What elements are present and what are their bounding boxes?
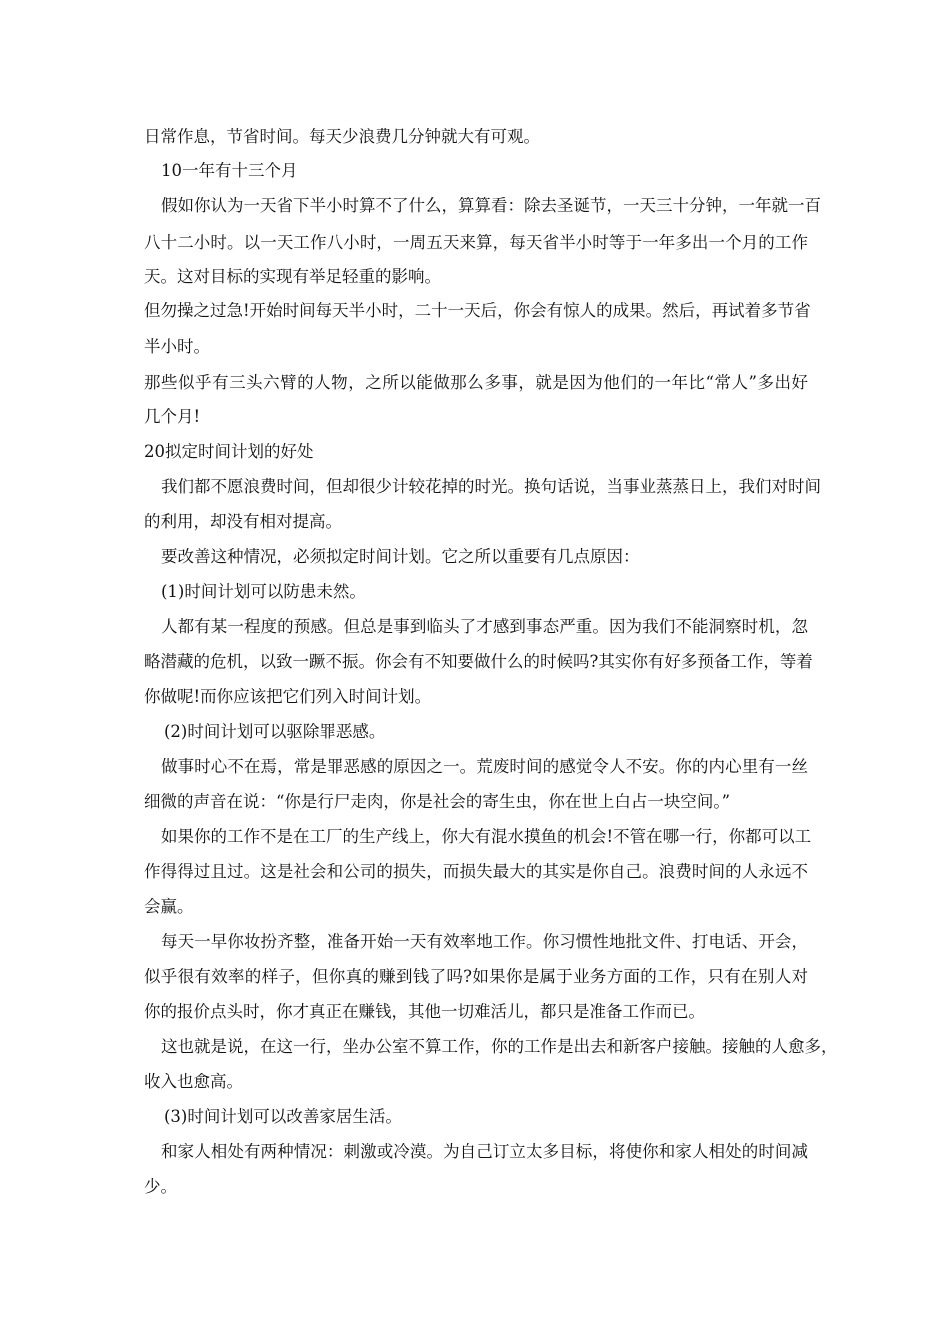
text-line: 作得得过且过。这是社会和公司的损失，而损失最大的其实是你自己。浪费时间的人永远不 [144,862,808,881]
text-line: 收入也愈高。 [144,1072,243,1091]
list-heading: (3)时间计划可以改善家居生活。 [164,1107,402,1126]
text-line: 要改善这种情况，必须拟定时间计划。它之所以重要有几点原因： [161,547,640,566]
text-line: 日常作息，节省时间。每天少浪费几分钟就大有可观。 [144,127,540,146]
text-line: 几个月! [144,407,201,426]
text-line: 如果你的工作不是在工厂的生产线上，你大有混水摸鱼的机会!不管在哪一行，你都可以工 [161,827,812,846]
text-line: 你做呢!而你应该把它们列入时间计划。 [144,687,432,706]
text-line: 细微的声音在说：“你是行尸走肉，你是社会的寄生虫，你在世上白占一块空间。” [144,792,731,811]
list-heading: (2)时间计划可以驱除罪恶感。 [164,722,386,741]
text-line: 天。这对目标的实现有举足轻重的影响。 [144,267,441,286]
section-heading: 10一年有十三个月 [161,161,298,180]
text-line: 但勿操之过急!开始时间每天半小时，二十一天后，你会有惊人的成果。然后，再试着多节省 [144,301,811,320]
text-line: 我们都不愿浪费时间，但却很少计较花掉的时光。换句话说，当事业蒸蒸日上，我们对时间 [161,477,821,496]
text-line: 会赢。 [144,897,194,916]
text-line: 每天一早你妆扮齐整，准备开始一天有效率地工作。你习惯性地批文件、打电话、开会， [161,932,808,951]
text-line: 少。 [144,1177,177,1196]
text-line: 和家人相处有两种情况：刺激或冷漠。为自己订立太多目标，将使你和家人相处的时间减 [161,1142,808,1161]
text-line: 的利用，却没有相对提高。 [144,512,342,531]
text-line: 半小时。 [144,337,210,356]
text-line: 八十二小时。以一天工作八小时，一周五天来算，每天省半小时等于一年多出一个月的工作 [144,233,808,252]
text-line: 做事时心不在焉，常是罪恶感的原因之一。荒废时间的感觉令人不安。你的内心里有一丝 [161,757,808,776]
list-heading: (1)时间计划可以防患未然。 [161,582,366,601]
section-heading: 20拟定时间计划的好处 [144,442,314,461]
text-line: 这也就是说，在这一行，坐办公室不算工作，你的工作是出去和新客户接触。接触的人愈多， [161,1037,838,1056]
text-line: 似乎很有效率的样子，但你真的赚到钱了吗?如果你是属于业务方面的工作，只有在别人对 [144,967,808,986]
text-line: 那些似乎有三头六臂的人物，之所以能做那么多事，就是因为他们的一年比“常人”多出好 [144,373,808,392]
text-line: 略潜藏的危机，以致一蹶不振。你会有不知要做什么的时候吗?其实你有好多预备工作，等着 [144,652,813,671]
text-line: 假如你认为一天省下半小时算不了什么，算算看：除去圣诞节，一天三十分钟，一年就一百 [161,196,821,215]
text-line: 你的报价点头时，你才真正在赚钱，其他一切难活儿，都只是准备工作而已。 [144,1002,705,1021]
text-line: 人都有某一程度的预感。但总是事到临头了才感到事态严重。因为我们不能洞察时机，忽 [161,617,808,636]
